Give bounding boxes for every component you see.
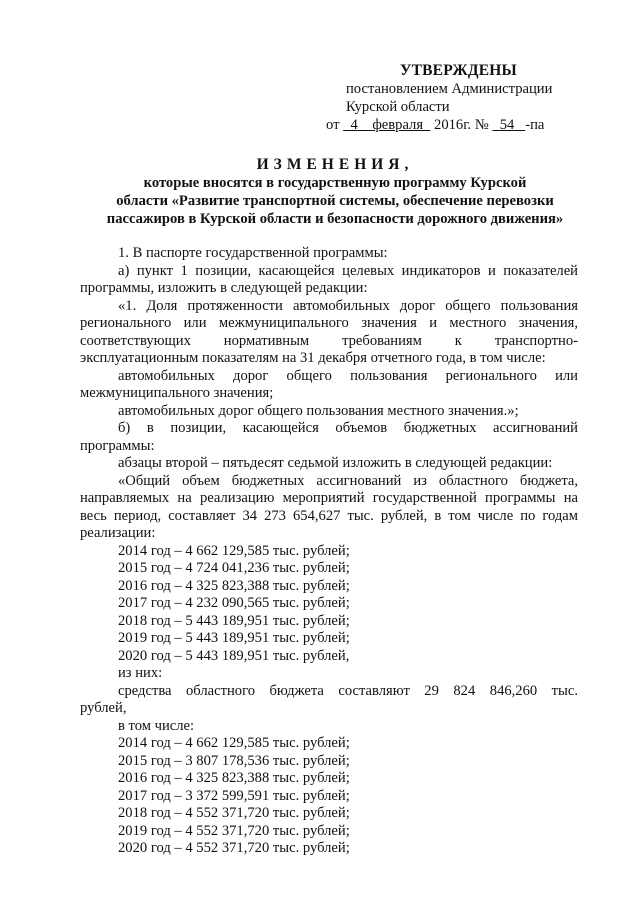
heading-line-1: которые вносятся в государственную программу Курской <box>143 175 527 191</box>
year-total-2017: 2017 год – 4 232 090,565 тыс. рублей; <box>118 595 350 611</box>
heading-line-2: области «Развитие транспортной системы, обеспечение перевозки <box>116 193 554 209</box>
paragraph-1: 1. В паспорте государственной программы: <box>118 245 388 261</box>
year-total-2014: 2014 год – 4 662 129,585 тыс. рублей; <box>118 542 350 559</box>
year-regional-2017: 2017 год – 3 372 599,591 тыс. рублей; <box>118 787 350 804</box>
year-total-2018: 2018 год – 5 443 189,951 тыс. рублей; <box>118 612 350 629</box>
year-regional-2020: 2020 год – 4 552 371,720 тыс. рублей; <box>118 840 350 856</box>
date-year: 2016г. № <box>434 117 489 133</box>
year-total-2015: 2015 год – 4 724 041,236 тыс. рублей; <box>118 560 350 576</box>
year-total-2019: 2019 год – 5 443 189,951 тыс. рублей; <box>118 630 350 646</box>
regional-budget-line-end: рублей, <box>80 700 127 716</box>
year-regional-2018: 2018 год – 4 552 371,720 тыс. рублей; <box>118 805 350 821</box>
heading-line-3: пассажиров в Курской области и безопасности дорожного движения» <box>106 211 564 227</box>
date-number: 54 <box>499 117 515 133</box>
paragraph-8: «Общий объем бюджетных ассигнований из областного бюджета, направляемых на реализацию мероприятий государственной программы на весь период, составляет 34 273 654,627 тыс. рублей, в том числе по годам реализации: <box>80 472 578 541</box>
approval-line-2: Курской области <box>346 99 450 115</box>
document-body <box>80 245 578 858</box>
date-month: февраля <box>372 117 424 133</box>
paragraph-7: абзацы второй – пятьдесят седьмой изложить в следующей редакции: <box>118 455 553 471</box>
document-heading <box>80 156 590 228</box>
year-regional-2014: 2014 год – 4 662 129,585 тыс. рублей; <box>118 735 350 751</box>
paragraph-5: автомобильных дорог общего пользования местного значения.»; <box>118 402 519 419</box>
heading-title: ИЗМЕНЕНИЯ, <box>256 156 414 173</box>
date-day: 4 <box>350 117 358 133</box>
approval-block <box>316 62 606 134</box>
of-them-label: из них: <box>118 665 163 681</box>
year-regional-2015: 2015 год – 3 807 178,536 тыс. рублей; <box>118 752 350 769</box>
year-regional-2016: 2016 год – 4 325 823,388 тыс. рублей; <box>118 770 350 786</box>
regional-budget-line: средства областного бюджета составляют 29 824 846,260 тыс. <box>118 682 578 699</box>
paragraph-6: б) в позиции, касающейся объемов бюджетных ассигнований программы: <box>80 420 578 454</box>
paragraph-2: а) пункт 1 позиции, касающейся целевых индикаторов и показателей программы, изложить в следующей редакции: <box>80 262 578 296</box>
approval-date-line <box>326 116 606 134</box>
year-total-2020: 2020 год – 5 443 189,951 тыс. рублей, <box>118 647 350 664</box>
approval-line-1: постановлением Администрации <box>346 81 553 97</box>
paragraph-3: «1. Доля протяженности автомобильных дорог общего пользования регионального или межмуниципального значения и местного значения, соответствующих нормативным требованиям к транспортно-эксплуатационным показателям на 31 декабря отчетного года, в том числе: <box>80 297 578 366</box>
paragraph-4: автомобильных дорог общего пользования регионального или межмуниципального значения; <box>80 367 578 401</box>
date-prefix: от <box>326 117 340 133</box>
including-label: в том числе: <box>118 717 195 734</box>
year-total-2016: 2016 год – 4 325 823,388 тыс. рублей; <box>118 577 350 594</box>
date-suffix: -па <box>525 117 545 133</box>
approval-title: УТВЕРЖДЕНЫ <box>400 62 517 79</box>
year-regional-2019: 2019 год – 4 552 371,720 тыс. рублей; <box>118 822 350 839</box>
